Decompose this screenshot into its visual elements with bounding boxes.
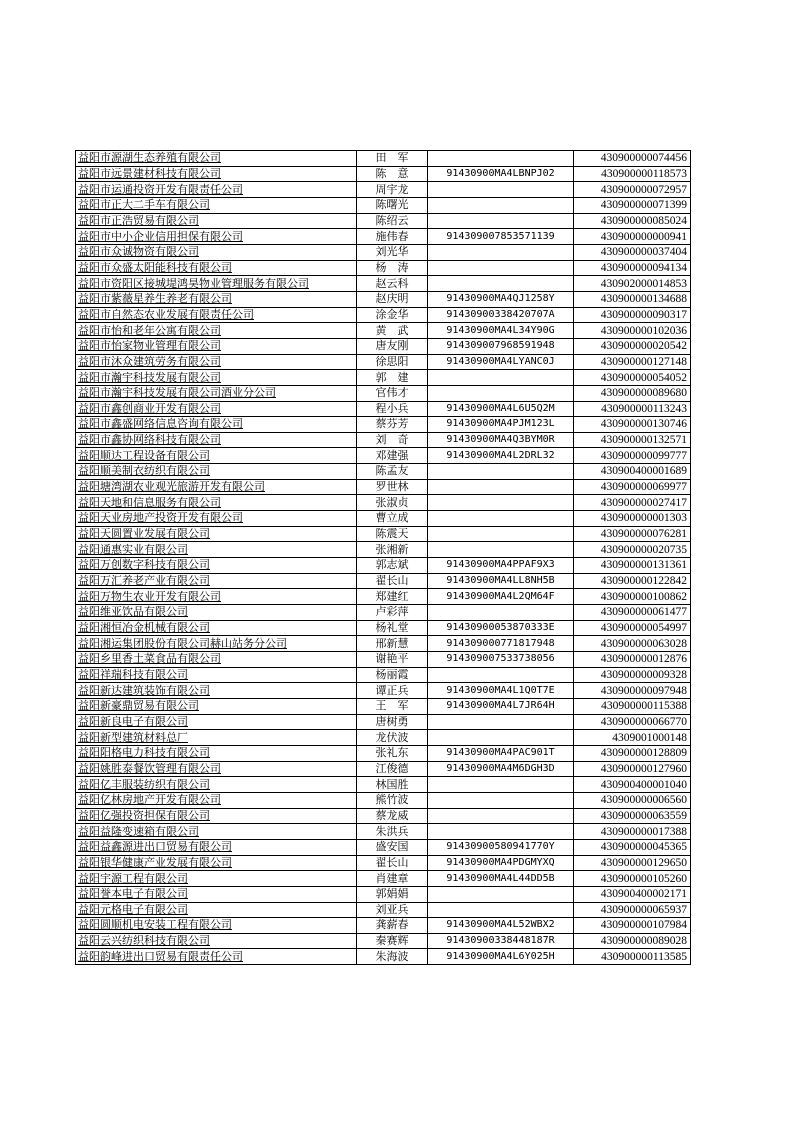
registration-number-cell: 430900000090317 [574,307,691,323]
credit-code-cell [428,479,574,495]
credit-code-cell: 91430900053870333E [428,620,574,636]
credit-code-cell [428,511,574,527]
table-row [76,323,691,339]
table-row [76,761,691,777]
table-row [76,151,691,167]
registration-number-cell: 430900000113585 [574,949,691,965]
company-registry-table [75,150,691,965]
legal-representative-cell: 周宇龙 [357,182,428,198]
legal-representative-cell: 郑建红 [357,589,428,605]
credit-code-cell: 914309007968591948 [428,338,574,354]
table-row [76,542,691,558]
legal-representative-cell: 江俊德 [357,761,428,777]
registration-number-cell: 430900000130746 [574,417,691,433]
company-name-cell: 益阳乡里香土菜食品有限公司 [76,652,357,668]
table-row [76,448,691,464]
company-name-cell: 益阳元格电子有限公司 [76,902,357,918]
credit-code-cell: 91430900MA4L52WBX2 [428,918,574,934]
table-row [76,479,691,495]
registration-number-cell: 430900000102036 [574,323,691,339]
registration-number-cell: 4309001000148 [574,730,691,746]
registration-number-cell: 430900000105260 [574,871,691,887]
table-row [76,933,691,949]
credit-code-cell [428,667,574,683]
registration-number-cell: 430900400002171 [574,886,691,902]
company-name-cell: 益阳亿丰服装纺织有限公司 [76,777,357,793]
legal-representative-cell: 刘光华 [357,244,428,260]
registration-number-cell: 430900000099777 [574,448,691,464]
registration-number-cell: 430900000127960 [574,761,691,777]
credit-code-cell: 91430900MA4QJ1258Y [428,291,574,307]
legal-representative-cell: 陈绍云 [357,213,428,229]
table-row [76,276,691,292]
table-row [76,385,691,401]
company-name-cell: 益阳天业房地产投资开发有限公司 [76,511,357,527]
registration-number-cell: 430900000089028 [574,933,691,949]
registration-number-cell: 430900400001689 [574,464,691,480]
registration-number-cell: 430900000069977 [574,479,691,495]
legal-representative-cell: 张湘新 [357,542,428,558]
table-row [76,714,691,730]
company-name-cell: 益阳亿强投资担保有限公司 [76,808,357,824]
table-row [76,745,691,761]
company-name-cell: 益阳市自然态农业发展有限责任公司 [76,307,357,323]
legal-representative-cell: 徐思阳 [357,354,428,370]
legal-representative-cell: 杨礼堂 [357,620,428,636]
table-row [76,229,691,245]
company-name-cell: 益阳新豪鼎贸易有限公司 [76,698,357,714]
company-name-cell: 益阳天圆置业发展有限公司 [76,526,357,542]
legal-representative-cell: 翟长山 [357,855,428,871]
registration-number-cell: 430900000128809 [574,745,691,761]
table-row [76,558,691,574]
company-name-cell: 益阳市怡和老年公寓有限公司 [76,323,357,339]
registration-number-cell: 430900000065937 [574,902,691,918]
registration-number-cell: 430902000014853 [574,276,691,292]
registration-number-cell: 430900000074456 [574,151,691,167]
legal-representative-cell: 邓建强 [357,448,428,464]
table-row [76,839,691,855]
credit-code-cell [428,213,574,229]
company-name-cell: 益阳益鑫源进出口贸易有限公司 [76,839,357,855]
legal-representative-cell: 谭正兵 [357,683,428,699]
registration-number-cell: 430900000066770 [574,714,691,730]
legal-representative-cell: 赵庆明 [357,291,428,307]
credit-code-cell [428,464,574,480]
table-row [76,871,691,887]
legal-representative-cell: 谢艳平 [357,652,428,668]
registration-number-cell: 430900000054997 [574,620,691,636]
table-row [76,652,691,668]
legal-representative-cell: 陈震天 [357,526,428,542]
company-name-cell: 益阳市紫薇星养生养老有限公司 [76,291,357,307]
company-name-cell: 益阳誉本电子有限公司 [76,886,357,902]
table-row [76,511,691,527]
company-name-cell: 益阳市沐众建筑劳务有限公司 [76,354,357,370]
registration-number-cell: 430900000127148 [574,354,691,370]
company-name-cell: 益阳阳格电力科技有限公司 [76,745,357,761]
company-name-cell: 益阳万创数字科技有限公司 [76,558,357,574]
table-row [76,244,691,260]
credit-code-cell: 91430900338448187R [428,933,574,949]
credit-code-cell [428,777,574,793]
table-row [76,526,691,542]
legal-representative-cell: 曹立成 [357,511,428,527]
company-name-cell: 益阳姚胜泰餐饮管理有限公司 [76,761,357,777]
credit-code-cell [428,260,574,276]
credit-code-cell [428,495,574,511]
registration-number-cell: 430900000100862 [574,589,691,605]
company-name-cell: 益阳市怡家物业管理有限公司 [76,338,357,354]
table-row [76,432,691,448]
legal-representative-cell: 张淑贞 [357,495,428,511]
legal-representative-cell: 邢新慧 [357,636,428,652]
registration-number-cell: 430900000061477 [574,605,691,621]
credit-code-cell [428,370,574,386]
table-row [76,260,691,276]
table-row [76,605,691,621]
company-name-cell: 益阳天地和信息服务有限公司 [76,495,357,511]
credit-code-cell [428,385,574,401]
company-name-cell: 益阳市源湖生态养殖有限公司 [76,151,357,167]
table-row [76,824,691,840]
legal-representative-cell: 陈曙光 [357,197,428,213]
table-row [76,589,691,605]
company-name-cell: 益阳顺达工程设备有限公司 [76,448,357,464]
registration-number-cell: 430900000045365 [574,839,691,855]
registration-number-cell: 430900000107984 [574,918,691,934]
credit-code-cell [428,730,574,746]
registration-number-cell: 430900000027417 [574,495,691,511]
credit-code-cell: 91430900MA4PDGMYXQ [428,855,574,871]
credit-code-cell: 91430900MA4PPAF9X3 [428,558,574,574]
registration-number-cell: 430900000122842 [574,573,691,589]
registration-number-cell: 430900000000941 [574,229,691,245]
table-row [76,636,691,652]
company-name-cell: 益阳顺美制衣纺织有限公司 [76,464,357,480]
company-name-cell: 益阳市鑫盛网络信息咨询有限公司 [76,417,357,433]
legal-representative-cell: 刘 奇 [357,432,428,448]
credit-code-cell [428,244,574,260]
credit-code-cell: 91430900MA4LL8NH5B [428,573,574,589]
company-name-cell: 益阳银华健康产业发展有限公司 [76,855,357,871]
company-name-cell: 益阳维亚饮品有限公司 [76,605,357,621]
credit-code-cell [428,792,574,808]
registration-number-cell: 430900000131361 [574,558,691,574]
credit-code-cell: 91430900MA4PJM123L [428,417,574,433]
registration-number-cell: 430900000132571 [574,432,691,448]
registration-number-cell: 430900000118573 [574,166,691,182]
table-row [76,417,691,433]
registration-number-cell: 430900000012876 [574,652,691,668]
company-name-cell: 益阳宇源工程有限公司 [76,871,357,887]
legal-representative-cell: 罗世林 [357,479,428,495]
credit-code-cell: 91430900MA4Q3BYM0R [428,432,574,448]
table-row [76,370,691,386]
registration-number-cell: 430900000113243 [574,401,691,417]
company-name-cell: 益阳市中小企业信用担保有限公司 [76,229,357,245]
table-row [76,777,691,793]
company-name-cell: 益阳新良电子有限公司 [76,714,357,730]
legal-representative-cell: 程小兵 [357,401,428,417]
table-row [76,918,691,934]
table-row [76,166,691,182]
table-row [76,213,691,229]
credit-code-cell [428,182,574,198]
credit-code-cell: 91430900338420707A [428,307,574,323]
legal-representative-cell: 蔡龙威 [357,808,428,824]
table-row [76,354,691,370]
registration-number-cell: 430900000006560 [574,792,691,808]
table-row [76,808,691,824]
company-name-cell: 益阳新型建筑材料总厂 [76,730,357,746]
table-row [76,667,691,683]
registration-number-cell: 430900000001303 [574,511,691,527]
credit-code-cell [428,902,574,918]
table-row [76,698,691,714]
table-row [76,683,691,699]
credit-code-cell [428,605,574,621]
legal-representative-cell: 龙伏波 [357,730,428,746]
company-name-cell: 益阳市瀚宇科技发展有限公司酒业分公司 [76,385,357,401]
credit-code-cell: 914309007533738056 [428,652,574,668]
legal-representative-cell: 翟长山 [357,573,428,589]
registration-number-cell: 430900000094134 [574,260,691,276]
table-row [76,902,691,918]
company-name-cell: 益阳市资阳区接城堤鸿昊物业管理服务有限公司 [76,276,357,292]
legal-representative-cell: 陈 意 [357,166,428,182]
credit-code-cell: 91430900MA4L6Y025H [428,949,574,965]
legal-representative-cell: 郭 建 [357,370,428,386]
legal-representative-cell: 肖建章 [357,871,428,887]
legal-representative-cell: 王 军 [357,698,428,714]
company-name-cell: 益阳通惠实业有限公司 [76,542,357,558]
credit-code-cell [428,526,574,542]
company-name-cell: 益阳市众诚物资有限公司 [76,244,357,260]
credit-code-cell [428,276,574,292]
table-row [76,855,691,871]
legal-representative-cell: 田 军 [357,151,428,167]
legal-representative-cell: 赵云科 [357,276,428,292]
legal-representative-cell: 杨丽霞 [357,667,428,683]
company-name-cell: 益阳市鑫协网络科技有限公司 [76,432,357,448]
company-name-cell: 益阳益隆变速箱有限公司 [76,824,357,840]
company-name-cell: 益阳新达建筑装饰有限公司 [76,683,357,699]
legal-representative-cell: 盛安国 [357,839,428,855]
company-name-cell: 益阳湘运集团股份有限公司赫山站务分公司 [76,636,357,652]
table-row [76,792,691,808]
registration-number-cell: 430900000072957 [574,182,691,198]
company-name-cell: 益阳万物生农业开发有限公司 [76,589,357,605]
credit-code-cell [428,808,574,824]
legal-representative-cell: 黄 武 [357,323,428,339]
credit-code-cell: 91430900MA4L7JR64H [428,698,574,714]
credit-code-cell [428,542,574,558]
company-name-cell: 益阳市正大二手车有限公司 [76,197,357,213]
legal-representative-cell: 陈孟友 [357,464,428,480]
registration-number-cell: 430900000020542 [574,338,691,354]
registration-number-cell: 430900000076281 [574,526,691,542]
table-row [76,949,691,965]
legal-representative-cell: 卢彩萍 [357,605,428,621]
company-name-cell: 益阳市运通投资开发有限责任公司 [76,182,357,198]
company-name-cell: 益阳湘恒冶金机械有限公司 [76,620,357,636]
registration-number-cell: 430900000097948 [574,683,691,699]
credit-code-cell: 91430900MA4PAC901T [428,745,574,761]
credit-code-cell: 914309000771817948 [428,636,574,652]
registration-number-cell: 430900000063028 [574,636,691,652]
legal-representative-cell: 熊竹波 [357,792,428,808]
company-name-cell: 益阳市众盛太阳能科技有限公司 [76,260,357,276]
credit-code-cell [428,886,574,902]
credit-code-cell: 91430900580941770Y [428,839,574,855]
table-row [76,886,691,902]
legal-representative-cell: 刘亚兵 [357,902,428,918]
company-name-cell: 益阳市远景建材科技有限公司 [76,166,357,182]
legal-representative-cell: 施伟春 [357,229,428,245]
company-name-cell: 益阳亿林房地产开发有限公司 [76,792,357,808]
registration-number-cell: 430900000017388 [574,824,691,840]
table-row [76,401,691,417]
legal-representative-cell: 杨 涛 [357,260,428,276]
legal-representative-cell: 朱洪兵 [357,824,428,840]
credit-code-cell: 91430900MA4L34Y90G [428,323,574,339]
legal-representative-cell: 秦赛辉 [357,933,428,949]
registration-number-cell: 430900000129650 [574,855,691,871]
legal-representative-cell: 林国胜 [357,777,428,793]
table-row [76,197,691,213]
legal-representative-cell: 官伟才 [357,385,428,401]
credit-code-cell [428,197,574,213]
table-row [76,495,691,511]
credit-code-cell: 91430900MA4L2DRL32 [428,448,574,464]
registration-number-cell: 430900000037404 [574,244,691,260]
registration-number-cell: 430900000089680 [574,385,691,401]
table-body [76,151,691,965]
legal-representative-cell: 蔡芬芳 [357,417,428,433]
table-row [76,573,691,589]
registration-number-cell: 430900400001040 [574,777,691,793]
company-name-cell: 益阳塘湾湖农业观光旅游开发有限公司 [76,479,357,495]
legal-representative-cell: 郭志斌 [357,558,428,574]
credit-code-cell: 91430900MA4L1Q0T7E [428,683,574,699]
table-row [76,182,691,198]
credit-code-cell [428,714,574,730]
credit-code-cell: 914309007853571139 [428,229,574,245]
credit-code-cell: 91430900MA4L44DD5B [428,871,574,887]
registration-number-cell: 430900000134688 [574,291,691,307]
registration-number-cell: 430900000009328 [574,667,691,683]
credit-code-cell [428,151,574,167]
company-name-cell: 益阳祥瑞科技有限公司 [76,667,357,683]
legal-representative-cell: 郭娟娟 [357,886,428,902]
registration-number-cell: 430900000071399 [574,197,691,213]
legal-representative-cell: 朱海波 [357,949,428,965]
credit-code-cell: 91430900MA4L6U5Q2M [428,401,574,417]
registration-number-cell: 430900000020735 [574,542,691,558]
company-name-cell: 益阳市瀚宇科技发展有限公司 [76,370,357,386]
company-name-cell: 益阳市正浩贸易有限公司 [76,213,357,229]
credit-code-cell [428,824,574,840]
credit-code-cell: 91430900MA4LYANC0J [428,354,574,370]
company-name-cell: 益阳万汇养老产业有限公司 [76,573,357,589]
credit-code-cell: 91430900MA4M6DGH3D [428,761,574,777]
legal-representative-cell: 唐树勇 [357,714,428,730]
registration-number-cell: 430900000115388 [574,698,691,714]
table-row [76,620,691,636]
table-row [76,730,691,746]
registration-number-cell: 430900000063559 [574,808,691,824]
credit-code-cell: 91430900MA4LBNPJ02 [428,166,574,182]
registration-number-cell: 430900000054052 [574,370,691,386]
company-name-cell: 益阳圆顺机电安装工程有限公司 [76,918,357,934]
legal-representative-cell: 涂金华 [357,307,428,323]
legal-representative-cell: 龚薪春 [357,918,428,934]
company-name-cell: 益阳云兴纺织科技有限公司 [76,933,357,949]
company-name-cell: 益阳韵峰进出口贸易有限责任公司 [76,949,357,965]
credit-code-cell: 91430900MA4L2QM64F [428,589,574,605]
table-row [76,464,691,480]
legal-representative-cell: 唐友刚 [357,338,428,354]
legal-representative-cell: 张礼东 [357,745,428,761]
table-row [76,291,691,307]
registration-number-cell: 430900000085024 [574,213,691,229]
table-row [76,338,691,354]
company-name-cell: 益阳市鑫创商业开发有限公司 [76,401,357,417]
table-row [76,307,691,323]
